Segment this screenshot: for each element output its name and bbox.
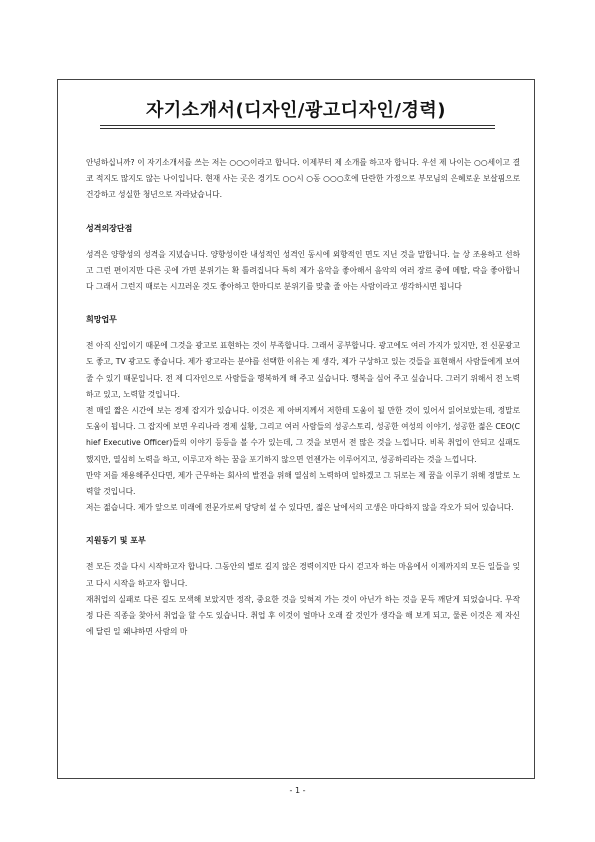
page-number: - 1 -	[289, 786, 306, 795]
section-paragraph: 전 모든 것을 다시 시작하고자 합니다. 그동안의 별로 길지 않은 경력이지만 다시 걷고자 하는 마음에서 이제까지의 모든 일들을 잊고 다시 시작을 하고자 합니다.	[86, 562, 520, 588]
document-body	[86, 155, 520, 640]
section-paragraph: 만약 저를 채용해주신다면, 제가 근무하는 회사의 발전을 위해 열심히 노력하며 일하겠고 그 뒤로는 제 꿈을 이루기 위해 정말로 노력할 것입니다.	[86, 470, 520, 497]
section-paragraph: 성격은 양향성의 성격을 지녔습니다. 양향성이란 내성적인 성격인 동시에 외향적인 면도 지닌 것을 말합니다. 늘 상 조용하고 선하고 그런 편이지만 다른 곳에 가면 분위기는 확 틀려집니다 특히 제가 음악을 좋아해서 음악의 여러 장르 중에 메탈, 락을 좋아합니다 그래서 그런지 때로는 시끄러운 것도 좋아하고 한마디로 분위기를 맞출 줄 아는 사람이라고 생각하시면 됩니다	[86, 249, 520, 292]
section-paragraph: 저는 젊습니다. 제가 앞으로 미래에 전문가로써 당당히 설 수 있다면, 젊은 날에서의 고생은 마다하지 않을 각오가 되어 있습니다.	[86, 503, 514, 513]
section-heading: 희망업무	[86, 315, 117, 325]
spacer	[86, 204, 520, 221]
section-personality	[86, 221, 520, 296]
section-motivation	[86, 533, 520, 640]
intro-paragraph: 안녕하십니까? 이 자기소개서를 쓰는 저는 ○○○이라고 합니다. 이제부터 제 소개를 하고자 합니다. 우선 제 나이는 ○○세이고 결코 적지도 많지도 않는 나이입니다. 현재 사는 곳은 경기도 ○○시 ○동 ○○○호에 단란한 가정으로 부모님의 은혜로운 보살핌으로 건강하고 성실한 청년으로 자라났습니다.	[86, 158, 520, 200]
section-paragraph: 재취업의 실패로 다른 길도 모색해 보았지만 정작, 중요한 것을 잊혀져 가는 것이 아닌가 하는 것을 문득 깨닫게 되었습니다. 무작정 다른 직종을 찾아서 취업을 할 수도 있습니다. 취업 후 이것이 얼마나 오래 갈 것인가 생각을 해 보게 되고, 물론 이것은 제 자신에 달린 일 왜냐하면 사람의 마	[86, 594, 520, 637]
title-underline-top	[100, 125, 495, 126]
spacer	[86, 516, 520, 533]
section-heading: 성격의장단점	[86, 223, 133, 233]
title-underline-bottom	[100, 128, 495, 129]
document-title: 자기소개서(디자인/광고디자인/경력)	[146, 100, 446, 121]
section-paragraph: 전 아직 신입이기 때문에 그것을 광고로 표현하는 것이 부족합니다. 그래서 공부합니다. 광고에도 여러 가지가 있지만, 전 신문광고도 좋고, TV 광고도 좋습니다. 제가 광고라는 분야를 선택한 이유는 제 생각, 제가 구상하고 있는 것들을 표현해서 사람들에게 보여줄 수 있기 때문입니다. 전 제 디자인으로 사람들을 행복하게 해 주고 싶습니다. 행복을 심어 주고 싶습니다. 그러기 위해서 전 노력하고 있고, 노력할 것입니다.	[86, 341, 520, 399]
section-paragraph: 전 매일 짧은 시간에 보는 경제 잡지가 있습니다. 이것은 제 아버지께서 저한테 도움이 될 만한 것이 있어서 읽어보았는데, 정말로 도움이 됩니다. 그 잡지에 보면 우리나라 경제 실황, 그리고 여러 사람들의 성공스토리, 성공한 여성의 이야기, 성공한 젊은 CEO(Chief Executive Officer)들의 이야기 등등을 볼 수가 있는데, 그 것을 보면서 전 많은 것을 느낍니다. 비록 취업이 안되고 실패도 했지만, 열심히 노력을 하고, 이루고자 하는 꿈을 포기하지 않으면 언젠가는 이루어지고, 성공하리라는 것을 느낍니다.	[86, 406, 520, 464]
section-heading: 지원동기 및 포부	[86, 536, 146, 546]
section-desired-job	[86, 312, 520, 516]
spacer	[86, 295, 520, 312]
